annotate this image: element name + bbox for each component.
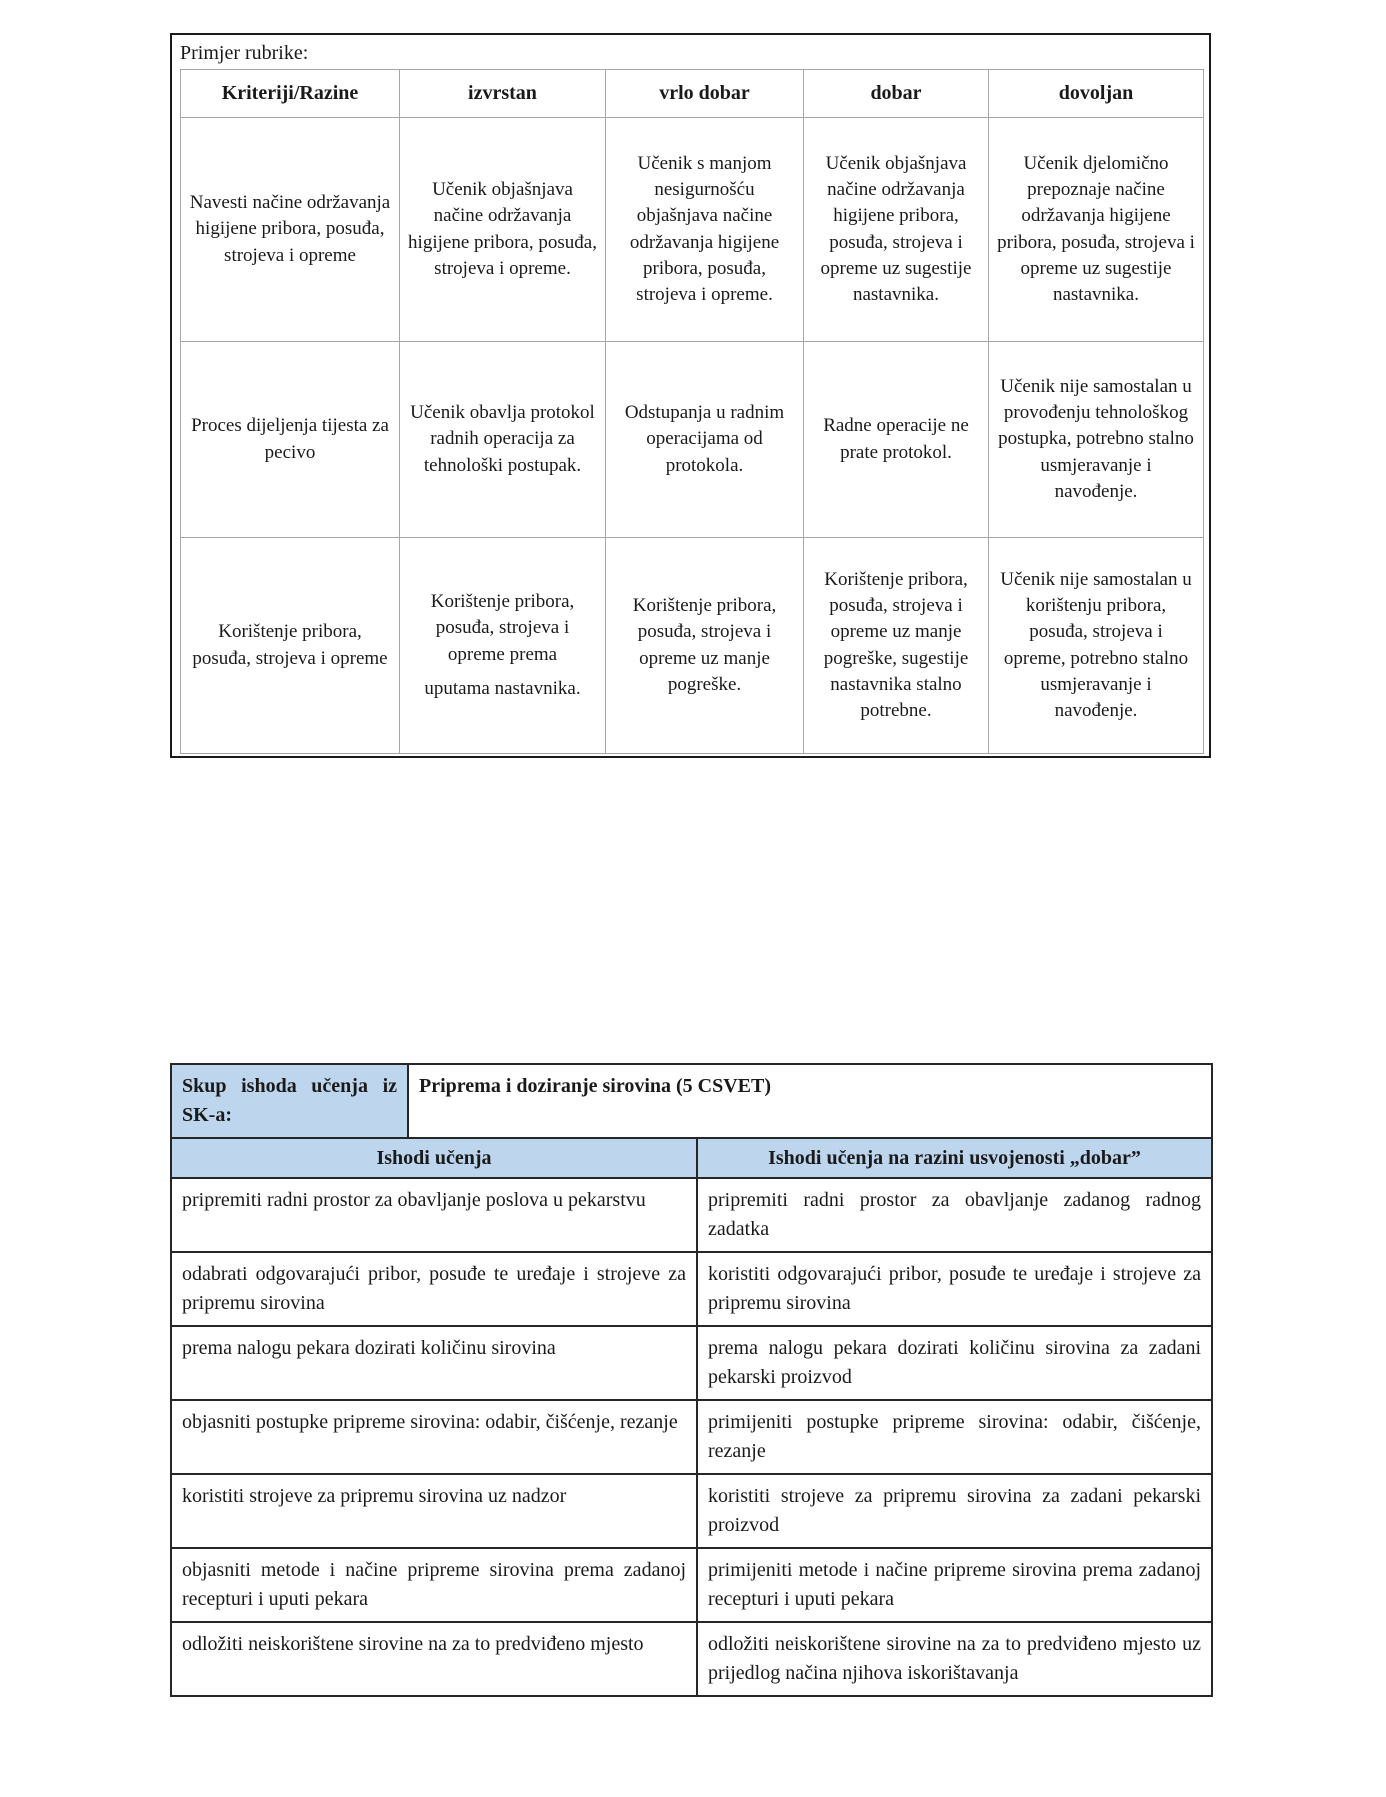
rubric-cell-criterion: Navesti načine održavanja higijene pribora, posuđa, strojeva i opreme (181, 118, 400, 342)
rubric-cell: Odstupanja u radnim operacijama od protokola. (606, 342, 804, 538)
rubric-cell: Učenik objašnjava načine održavanja higijene pribora, posuđa, strojeva i opreme uz sugestije nastavnika. (804, 118, 989, 342)
rubric-header-izvrstan: izvrstan (400, 70, 606, 118)
outcomes-cell-left: odabrati odgovarajući pribor, posuđe te uređaje i strojeve za pripremu sirovina (171, 1252, 697, 1326)
outcomes-row-5 (171, 1474, 1212, 1548)
rubric-header-vrlo-dobar: vrlo dobar (606, 70, 804, 118)
rubric-cell: Učenik obavlja protokol radnih operacija za tehnološki postupak. (400, 342, 606, 538)
rubric-row-1 (181, 118, 1204, 342)
rubric-cell: Učenik s manjom nesigurnošću objašnjava načine održavanja higijene pribora, posuđa, strojeva i opreme. (606, 118, 804, 342)
rubric-cell: Učenik djelomično prepoznaje načine održavanja higijene pribora, posuđa, strojeva i opreme uz sugestije nastavnika. (989, 118, 1204, 342)
rubric-table (180, 69, 1204, 754)
rubric-outer-box (170, 33, 1211, 758)
outcomes-table (170, 1063, 1213, 1697)
outcomes-label-cell: Skup ishoda učenja iz SK-a: (171, 1064, 408, 1138)
outcomes-cell-right: primijeniti postupke pripreme sirovina: odabir, čišćenje, rezanje (697, 1400, 1212, 1474)
rubric-header-criteria: Kriteriji/Razine (181, 70, 400, 118)
rubric-caption: Primjer rubrike: (180, 42, 309, 64)
outcomes-cell-left: objasniti metode i načine pripreme sirovina prema zadanoj recepturi i uputi pekara (171, 1548, 697, 1622)
rubric-cell (400, 538, 606, 754)
outcomes-cell-left: odložiti neiskorištene sirovine na za to predviđeno mjesto (171, 1622, 697, 1696)
outcomes-cell-right: prema nalogu pekara dozirati količinu sirovina za zadani pekarski proizvod (697, 1326, 1212, 1400)
outcomes-row-3 (171, 1326, 1212, 1400)
outcomes-title-cell: Priprema i doziranje sirovina (5 CSVET) (408, 1064, 1212, 1138)
outcomes-row-1 (171, 1178, 1212, 1252)
outcomes-cell-right: koristiti strojeve za pripremu sirovina za zadani pekarski proizvod (697, 1474, 1212, 1548)
outcomes-cell-right: koristiti odgovarajući pribor, posuđe te uređaje i strojeve za pripremu sirovina (697, 1252, 1212, 1326)
rubric-header-dobar: dobar (804, 70, 989, 118)
rubric-row-2 (181, 342, 1204, 538)
rubric-row-3 (181, 538, 1204, 754)
outcomes-column-header-row (171, 1138, 1212, 1178)
rubric-header-row (181, 70, 1204, 118)
outcomes-cell-left: koristiti strojeve za pripremu sirovina uz nadzor (171, 1474, 697, 1548)
outcomes-row-4 (171, 1400, 1212, 1474)
outcomes-column-header-right: Ishodi učenja na razini usvojenosti „dobar” (697, 1138, 1212, 1178)
rubric-cell: Učenik nije samostalan u korištenju pribora, posuđa, strojeva i opreme, potrebno stalno usmjeravanje i navođenje. (989, 538, 1204, 754)
outcomes-title-row (171, 1064, 1212, 1138)
outcomes-cell-left: objasniti postupke pripreme sirovina: odabir, čišćenje, rezanje (171, 1400, 697, 1474)
outcomes-cell-left: prema nalogu pekara dozirati količinu sirovina (171, 1326, 697, 1400)
outcomes-cell-right: primijeniti metode i načine pripreme sirovina prema zadanoj recepturi i uputi pekara (697, 1548, 1212, 1622)
outcomes-cell-left: pripremiti radni prostor za obavljanje poslova u pekarstvu (171, 1178, 697, 1252)
rubric-header-dovoljan: dovoljan (989, 70, 1204, 118)
rubric-cell: Učenik objašnjava načine održavanja higijene pribora, posuđa, strojeva i opreme. (400, 118, 606, 342)
outcomes-column-header-left: Ishodi učenja (171, 1138, 697, 1178)
rubric-cell: Korištenje pribora, posuđa, strojeva i opreme uz manje pogreške, sugestije nastavnika stalno potrebne. (804, 538, 989, 754)
rubric-cell-criterion: Korištenje pribora, posuđa, strojeva i opreme (181, 538, 400, 754)
outcomes-cell-right: odložiti neiskorištene sirovine na za to predviđeno mjesto uz prijedlog načina njihova iskorištavanja (697, 1622, 1212, 1696)
outcomes-cell-right: pripremiti radni prostor za obavljanje zadanog radnog zadatka (697, 1178, 1212, 1252)
rubric-cell: Učenik nije samostalan u provođenju tehnološkog postupka, potrebno stalno usmjeravanje i navođenje. (989, 342, 1204, 538)
rubric-cell-paragraph: Korištenje pribora, posuđa, strojeva i opreme prema (430, 591, 575, 665)
rubric-cell: Radne operacije ne prate protokol. (804, 342, 989, 538)
rubric-cell-criterion: Proces dijeljenja tijesta za pecivo (181, 342, 400, 538)
outcomes-row-6 (171, 1548, 1212, 1622)
rubric-cell-paragraph: uputama nastavnika. (424, 677, 581, 699)
outcomes-row-2 (171, 1252, 1212, 1326)
outcomes-row-7 (171, 1622, 1212, 1696)
rubric-cell: Korištenje pribora, posuđa, strojeva i opreme uz manje pogreške. (606, 538, 804, 754)
